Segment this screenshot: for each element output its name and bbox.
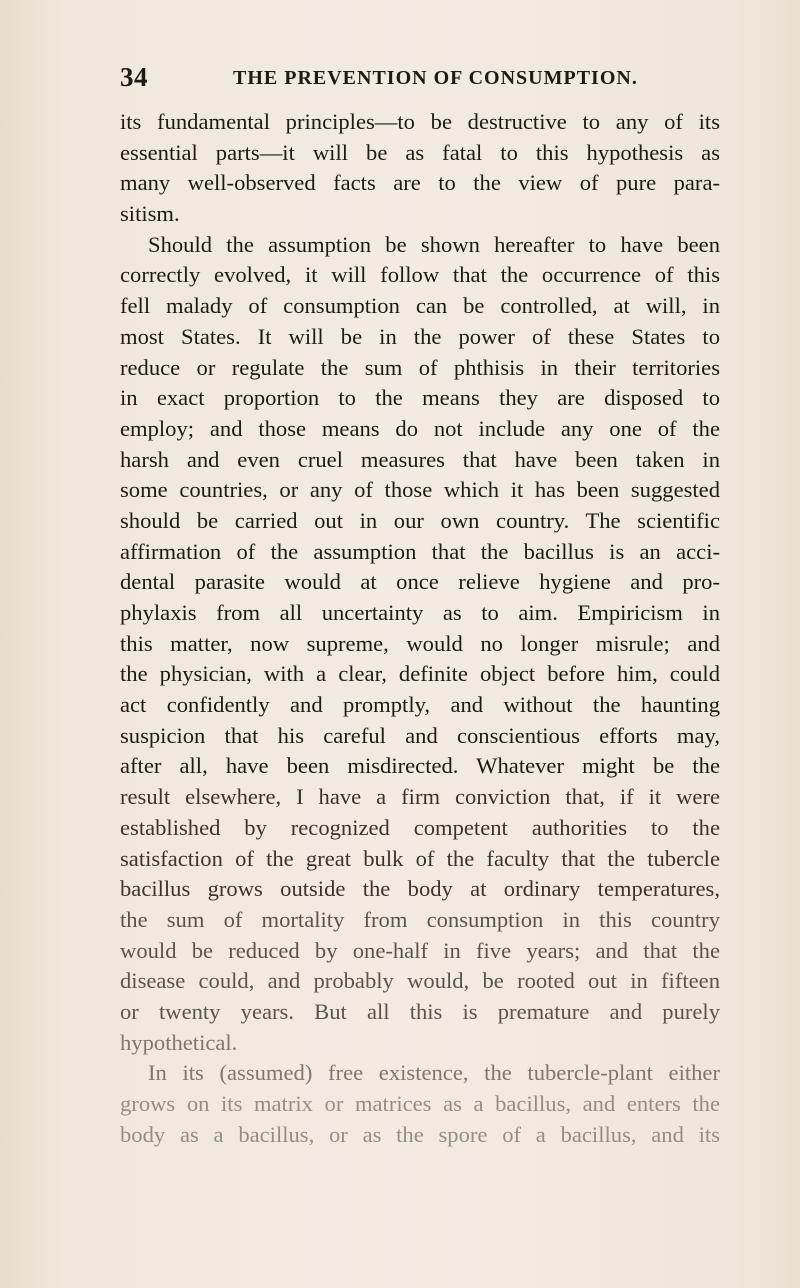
text-line: or twenty years. But all this is premature and purely <box>120 998 720 1024</box>
text-line: act confidently and promptly, and without the haunting <box>120 692 720 718</box>
text-line: many well-observed facts are to the view of pure para- <box>120 170 720 196</box>
text-line: satisfaction of the great bulk of the faculty that the tubercle <box>120 845 720 871</box>
text-line: should be carried out in our own country. The scientific <box>120 507 720 533</box>
running-title: THE PREVENTION OF CONSUMPTION. <box>233 67 638 89</box>
text-line: in exact proportion to the means they are disposed to <box>120 385 720 411</box>
text-line: affirmation of the assumption that the bacillus is an acci- <box>120 538 720 564</box>
text-line: bacillus grows outside the body at ordinary temperatures, <box>120 876 720 902</box>
text-line: suspicion that his careful and conscientious efforts may, <box>120 722 720 748</box>
text-line: established by recognized competent authorities to the <box>120 814 720 840</box>
text-line: most States. It will be in the power of these States to <box>120 323 720 349</box>
text-line: some countries, or any of those which it has been suggested <box>120 477 720 503</box>
text-line: hypothetical. <box>120 1029 238 1055</box>
text-line: the physician, with a clear, definite object before him, could <box>120 661 720 687</box>
page-number: 34 <box>120 62 148 92</box>
text-line: In its (assumed) free existence, the tubercle-plant either <box>148 1060 720 1086</box>
text-line: correctly evolved, it will follow that the occurrence of this <box>120 262 720 288</box>
text-line: employ; and those means do not include any one of the <box>120 415 720 441</box>
page-header <box>120 62 720 92</box>
text-line: fell malady of consumption can be controlled, at will, in <box>120 293 720 319</box>
text-line: harsh and even cruel measures that have been taken in <box>120 446 720 472</box>
text-line: body as a bacillus, or as the spore of a bacillus, and its <box>120 1121 720 1147</box>
text-line: grows on its matrix or matrices as a bacillus, and enters the <box>120 1091 720 1116</box>
body-text <box>120 107 720 1150</box>
text-line: reduce or regulate the sum of phthisis in their territories <box>120 354 720 380</box>
text-line: the sum of mortality from consumption in this country <box>120 906 720 932</box>
text-line: dental parasite would at once relieve hygiene and pro- <box>120 569 720 595</box>
text-line: after all, have been misdirected. Whatever might be the <box>120 753 720 779</box>
text-line: disease could, and probably would, be rooted out in fifteen <box>120 968 720 994</box>
text-line: essential parts—it will be as fatal to this hypothesis as <box>120 139 720 165</box>
text-line: would be reduced by one-half in five years; and that the <box>120 937 720 963</box>
text-line: Should the assumption be shown hereafter to have been <box>148 231 720 257</box>
text-line: phylaxis from all uncertainty as to aim. Empiricism in <box>120 600 720 625</box>
text-line: result elsewhere, I have a firm conviction that, if it were <box>120 784 720 810</box>
text-line: sitism. <box>120 201 180 227</box>
text-line: this matter, now supreme, would no longer misrule; and <box>120 630 720 656</box>
text-line: its fundamental principles—to be destructive to any of its <box>120 109 720 134</box>
